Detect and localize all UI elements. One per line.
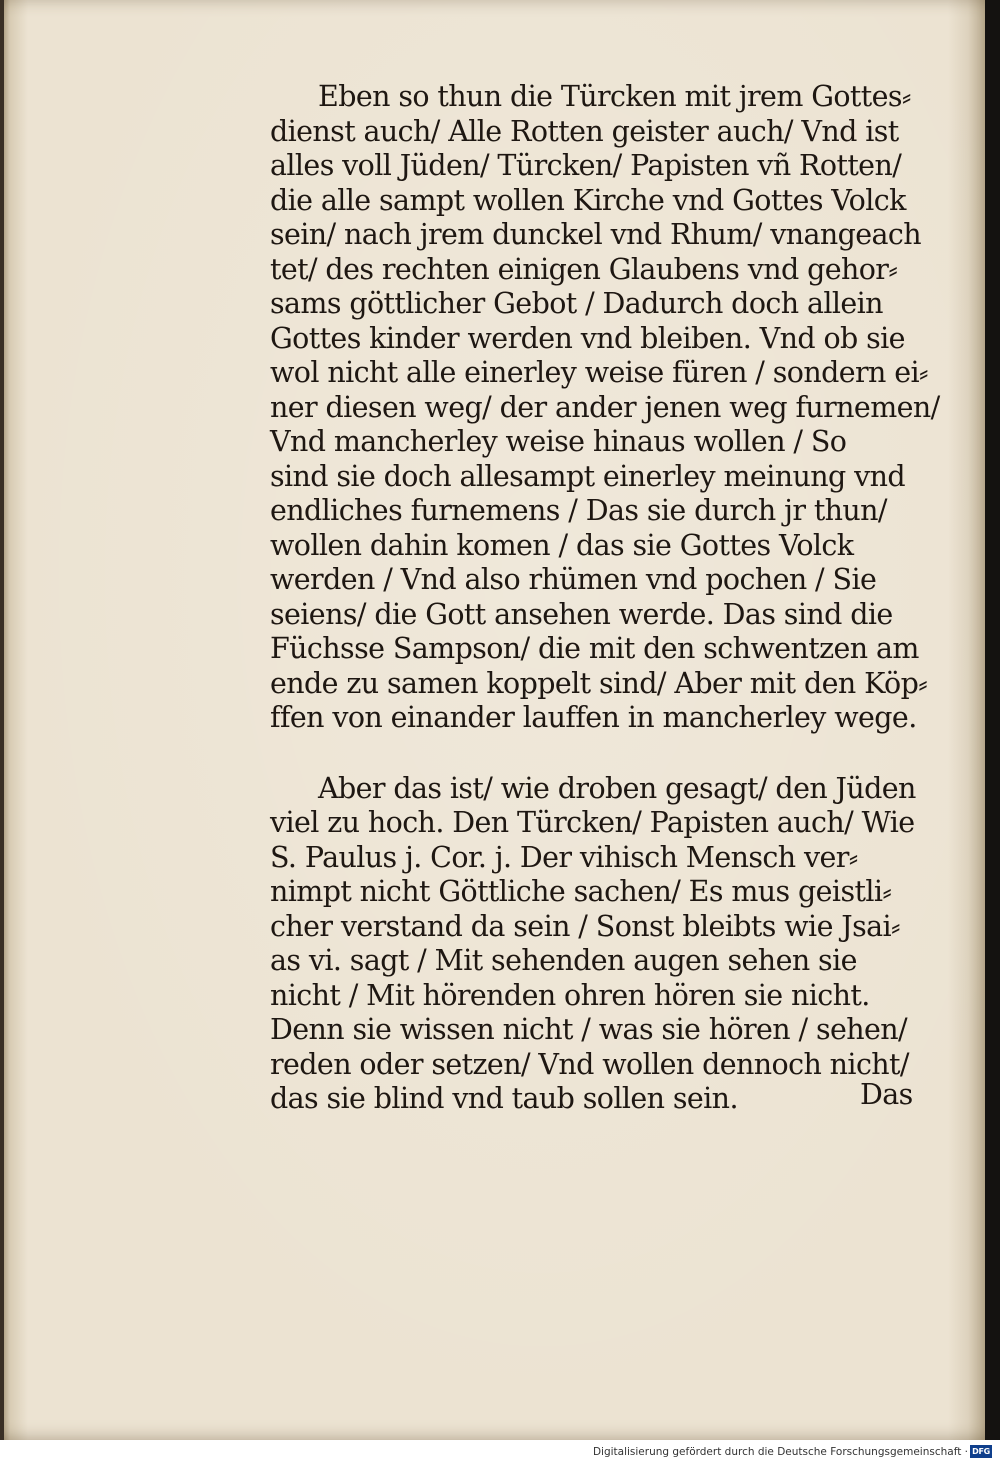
paragraph-gap — [270, 736, 950, 772]
text-line: sein/ nach jrem dunckel vnd Rhum/ vnangeach — [270, 218, 922, 251]
text-line: die alle sampt wollen Kirche vnd Gottes Volck — [270, 183, 906, 217]
text-line: das sie blind vnd taub sollen sein. — [270, 1082, 738, 1115]
text-line: Füchsse Sampson/ die mit den schwentzen am — [270, 632, 919, 665]
text-line: werden / Vnd also rhümen vnd pochen / Sie — [270, 563, 877, 596]
text-line: tet/ des rechten einigen Glaubens vnd gehor⸗ — [270, 252, 898, 286]
text-line: Eben so thun die Türcken mit jrem Gottes⸗ — [318, 80, 911, 113]
text-line: alles voll Jüden/ Türcken/ Papisten vñ Rotten/ — [270, 149, 902, 182]
text-line: dienst auch/ Alle Rotten geister auch/ Vnd ist — [270, 114, 899, 148]
catchword: Das — [860, 1078, 913, 1111]
text-line: Vnd mancherley weise hinaus wollen / So — [270, 425, 847, 458]
text-line: Gottes kinder werden vnd bleiben. Vnd ob sie — [270, 321, 905, 355]
page-left-edge — [0, 0, 4, 1440]
text-line: as vi. sagt / Mit sehenden augen sehen sie — [270, 944, 857, 977]
text-line: sind sie doch allesampt einerley meinung vnd — [270, 459, 905, 493]
text-line: ner diesen weg/ der ander jenen weg furnemen/ — [270, 390, 940, 424]
text-line: nicht / Mit hörenden ohren hören sie nicht. — [270, 978, 870, 1012]
dfg-logo-icon: DFG — [970, 1445, 992, 1458]
text-line: reden oder setzen/ Vnd wollen dennoch nicht/ — [270, 1047, 909, 1081]
text-line: sams göttlicher Gebot / Dadurch doch allein — [270, 287, 883, 320]
text-line: wollen dahin komen / das sie Gottes Volck — [270, 528, 854, 562]
text-line: endliches furnemens / Das sie durch jr thun/ — [270, 494, 887, 527]
text-line: ende zu samen koppelt sind/ Aber mit den Köp⸗ — [270, 666, 928, 700]
scan-right-edge — [985, 0, 1000, 1440]
digitization-footer — [0, 1440, 1000, 1464]
text-line: cher verstand da sein / Sonst bleibts wie Jsai⸗ — [270, 909, 900, 943]
page-text — [270, 80, 950, 1117]
text-line: ffen von einander lauffen in mancherley wege. — [270, 701, 917, 734]
text-line: wol nicht alle einerley weise füren / sondern ei⸗ — [270, 356, 928, 389]
text-line: S. Paulus j. Cor. j. Der vihisch Mensch ver⸗ — [270, 840, 858, 874]
text-line: viel zu hoch. Den Türcken/ Papisten auch/ Wie — [270, 806, 915, 839]
funding-credit: Digitalisierung gefördert durch die Deutsche Forschungsgemeinschaft · — [592, 1446, 968, 1458]
text-line: nimpt nicht Göttliche sachen/ Es mus geistli⸗ — [270, 875, 892, 908]
text-line: Denn sie wissen nicht / was sie hören / sehen/ — [270, 1013, 908, 1046]
text-line: seiens/ die Gott ansehen werde. Das sind die — [270, 597, 893, 631]
text-line: Aber das ist/ wie droben gesagt/ den Jüden — [318, 771, 916, 805]
